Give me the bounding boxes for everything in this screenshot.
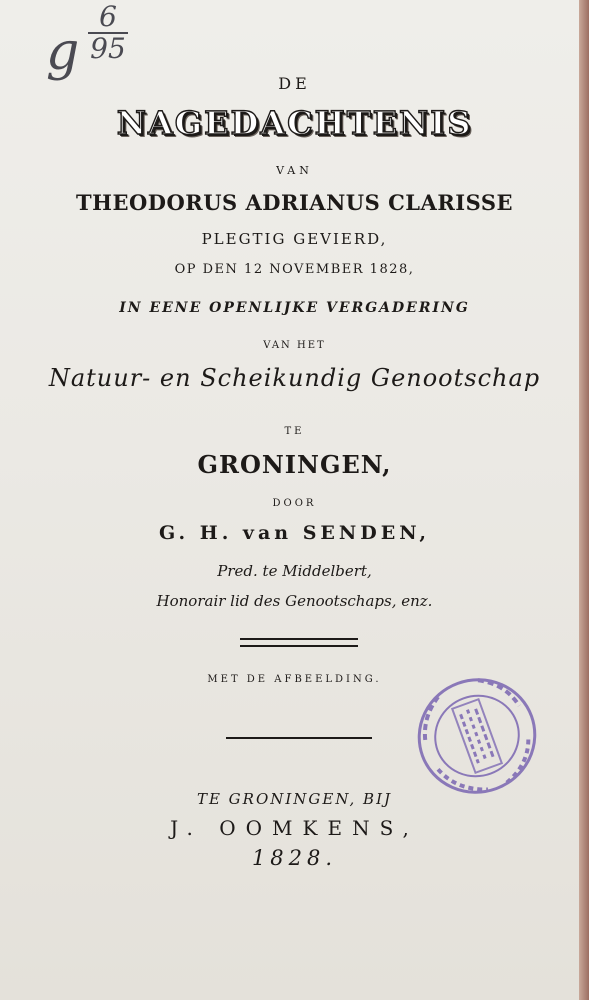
meeting-line: IN EENE OPENLIJKE VERGADERING bbox=[119, 300, 470, 316]
society-name: Natuur- en Scheikundig Genootschap bbox=[48, 364, 541, 392]
city-name: GRONINGEN, bbox=[197, 450, 392, 479]
date-line: OP DEN 12 NOVEMBER 1828, bbox=[174, 262, 415, 277]
double-rule-divider bbox=[240, 638, 358, 647]
plegtig-gevierd: PLEGTIG GEVIERD, bbox=[201, 230, 388, 248]
author-name: G. H. van SENDEN, bbox=[158, 522, 431, 544]
shelfmark-denominator: 95 bbox=[90, 32, 126, 65]
van-het: VAN HET bbox=[263, 340, 326, 351]
subject-name: THEODORUS ADRIANUS CLARISSE bbox=[76, 190, 513, 215]
publisher-name: J. OOMKENS, bbox=[170, 816, 419, 840]
handwritten-shelfmark-fraction bbox=[88, 2, 128, 64]
title-van: VAN bbox=[276, 164, 313, 177]
door-line: DOOR bbox=[272, 498, 317, 509]
illustration-note: MET DE AFBEELDING. bbox=[207, 674, 382, 685]
handwritten-shelfmark-letter: g bbox=[46, 22, 80, 82]
author-title: Pred. te Middelbert, bbox=[217, 562, 372, 580]
main-title: NAGEDACHTENIS bbox=[116, 104, 473, 142]
author-honor: Honorair lid des Genootschaps, enz. bbox=[156, 592, 433, 610]
publication-year: 1828. bbox=[251, 846, 338, 870]
single-rule-divider bbox=[226, 737, 372, 739]
publisher-place: TE GRONINGEN, BIJ bbox=[196, 790, 393, 808]
te-line: TE bbox=[284, 426, 305, 437]
shelfmark-numerator: 6 bbox=[99, 0, 117, 33]
library-stamp-icon bbox=[413, 672, 541, 800]
title-article: DE bbox=[278, 74, 311, 93]
